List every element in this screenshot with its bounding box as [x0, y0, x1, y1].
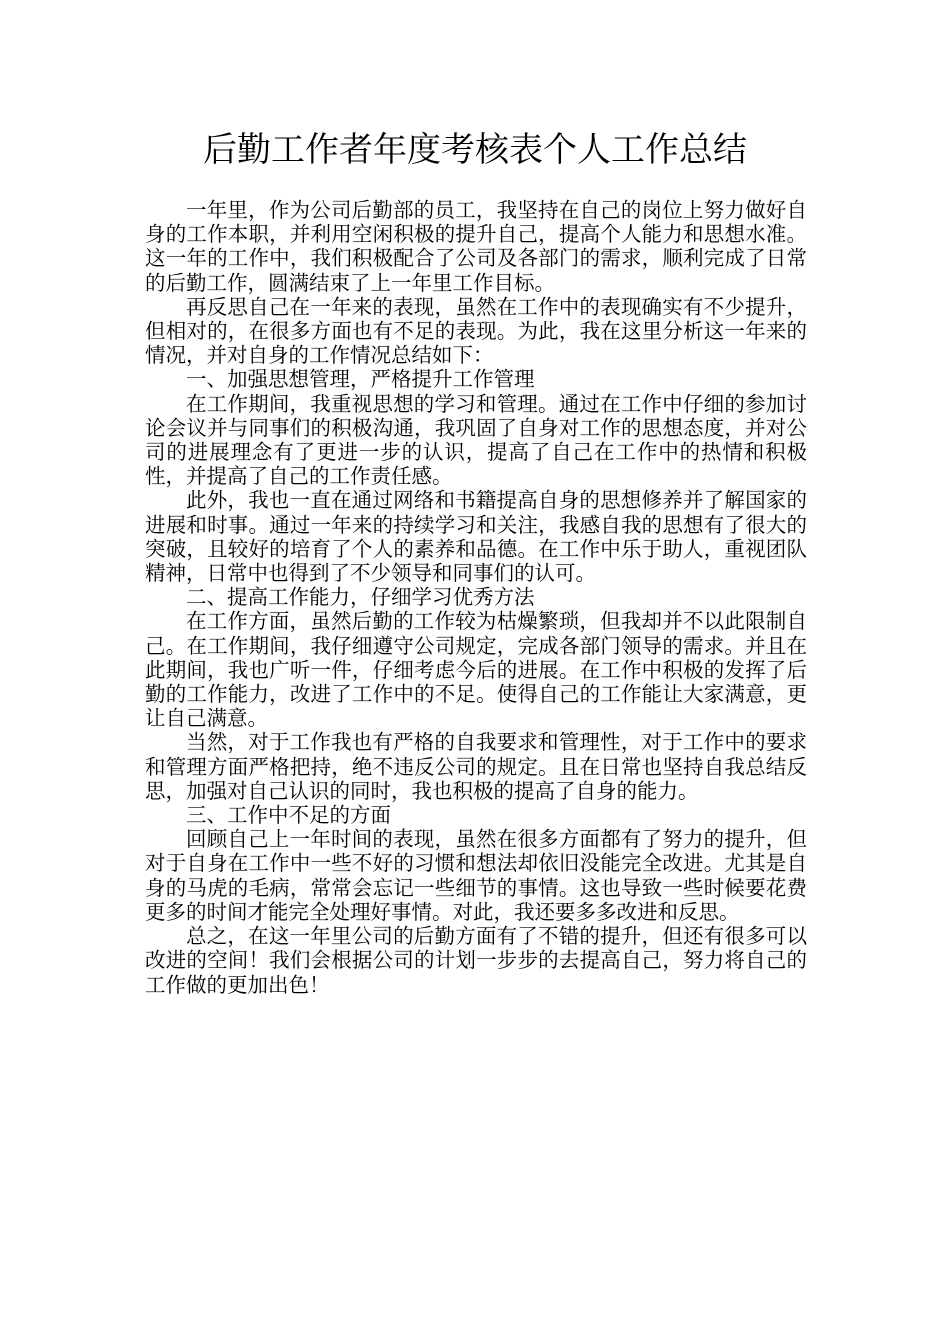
section-heading-1: 一、加强思想管理，严格提升工作管理 [186, 367, 535, 392]
document-body [145, 198, 807, 997]
section-heading-2: 二、提高工作能力，仔细学习优秀方法 [186, 585, 535, 610]
paragraph-section-1a: 在工作期间，我重视思想的学习和管理。通过在工作中仔细的参加讨论会议并与同事们的积极沟通，我巩固了自身对工作的思想态度，并对公司的进展理念有了更进一步的认识，提高了自己在工作中的热情和积极性，并提高了自己的工作责任感。 [145, 391, 807, 489]
paragraph-section-2b: 当然，对于工作我也有严格的自我要求和管理性，对于工作中的要求和管理方面严格把持，绝不违反公司的规定。且在日常也坚持自我总结反思，加强对自己认识的同时，我也积极的提高了自身的能力。 [145, 730, 807, 803]
paragraph-section-1b: 此外，我也一直在通过网络和书籍提高自身的思想修养并了解国家的进展和时事。通过一年来的持续学习和关注，我感自我的思想有了很大的突破，且较好的培育了个人的素养和品德。在工作中乐于助人，重视团队精神，日常中也得到了不少领导和同事们的认可。 [145, 488, 807, 586]
document-title: 后勤工作者年度考核表个人工作总结 [203, 130, 747, 170]
section-heading-3: 三、工作中不足的方面 [186, 803, 391, 828]
paragraph-intro: 一年里，作为公司后勤部的员工，我坚持在自己的岗位上努力做好自身的工作本职，并利用空闲积极的提升自己，提高个人能力和思想水准。这一年的工作中，我们积极配合了公司及各部门的需求，顺利完成了日常的后勤工作，圆满结束了上一年里工作目标。 [145, 198, 807, 295]
paragraph-section-2a: 在工作方面，虽然后勤的工作较为枯燥繁琐，但我却并不以此限制自己。在工作期间，我仔细遵守公司规定，完成各部门领导的需求。并且在此期间，我也广听一件，仔细考虑今后的进展。在工作中积极的发挥了后勤的工作能力，改进了工作中的不足。使得自己的工作能让大家满意，更让自己满意。 [145, 609, 807, 731]
paragraph-conclusion: 总之，在这一年里公司的后勤方面有了不错的提升，但还有很多可以改进的空间！我们会根据公司的计划一步步的去提高自己，努力将自己的工作做的更加出色！ [145, 924, 807, 997]
paragraph-reflection: 再反思自己在一年来的表现，虽然在工作中的表现确实有不少提升，但相对的，在很多方面也有不足的表现。为此，我在这里分析这一年来的情况，并对自身的工作情况总结如下： [145, 294, 807, 368]
paragraph-section-3: 回顾自己上一年时间的表现，虽然在很多方面都有了努力的提升，但对于自身在工作中一些不好的习惯和想法却依旧没能完全改进。尤其是自身的马虎的毛病，常常会忘记一些细节的事情。这也导致一些时候要花费更多的时间才能完全处理好事情。对此，我还要多多改进和反思。 [145, 827, 807, 924]
